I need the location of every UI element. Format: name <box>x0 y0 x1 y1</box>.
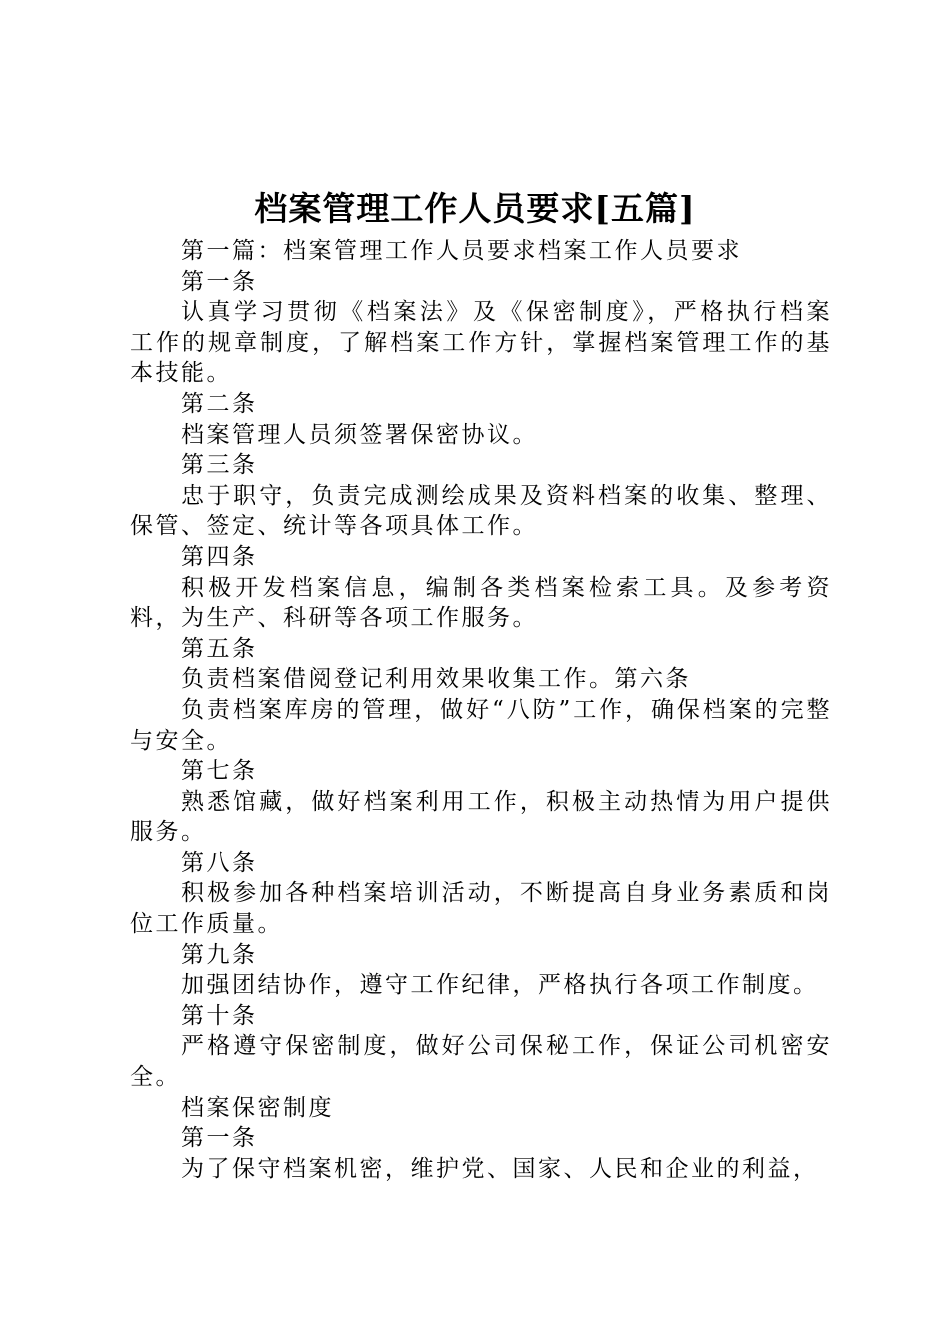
article-paragraph: 加强团结协作，遵守工作纪律，严格执行各项工作制度。 <box>181 972 819 999</box>
article-heading: 第九条 <box>181 941 258 968</box>
article-paragraph: 负责档案库房的管理，做好“八防”工作，确保档案的完整与安全。 <box>130 696 832 754</box>
article-paragraph: 积极参加各种档案培训活动，不断提高自身业务素质和岗位工作质量。 <box>130 880 832 938</box>
article-heading: 第一条 <box>181 268 258 295</box>
article-paragraph: 严格遵守保密制度，做好公司保秘工作，保证公司机密安全。 <box>130 1033 832 1091</box>
article-heading: 第四条 <box>181 543 258 570</box>
section-heading: 第一篇：档案管理工作人员要求档案工作人员要求 <box>181 238 742 264</box>
article-paragraph: 积极开发档案信息，编制各类档案检索工具。及参考资料，为生产、科研等各项工作服务。 <box>130 574 832 632</box>
document-body <box>130 236 832 1184</box>
section-heading: 档案保密制度 <box>181 1094 334 1121</box>
article-paragraph: 认真学习贯彻《档案法》及《保密制度》，严格执行档案工作的规章制度，了解档案工作方针，掌握档案管理工作的基本技能。 <box>130 299 832 387</box>
article-heading: 第七条 <box>181 758 258 785</box>
article-paragraph: 档案管理人员须签署保密协议。 <box>181 421 538 448</box>
article-paragraph: 负责档案借阅登记利用效果收集工作。第六条 <box>181 666 691 693</box>
article-heading: 第一条 <box>181 1125 258 1152</box>
article-heading: 第十条 <box>181 1002 258 1029</box>
article-paragraph: 忠于职守，负责完成测绘成果及资料档案的收集、整理、保管、签定、统计等各项具体工作。 <box>130 482 832 540</box>
document-title: 档案管理工作人员要求[五篇] <box>254 189 696 228</box>
article-heading: 第二条 <box>181 390 258 417</box>
article-paragraph: 熟悉馆藏，做好档案利用工作，积极主动热情为用户提供服务。 <box>130 788 832 846</box>
article-heading: 第三条 <box>181 452 258 479</box>
article-heading: 第八条 <box>181 849 258 876</box>
article-heading: 第五条 <box>181 635 258 662</box>
article-paragraph: 为了保守档案机密，维护党、国家、人民和企业的利益， <box>181 1155 819 1182</box>
